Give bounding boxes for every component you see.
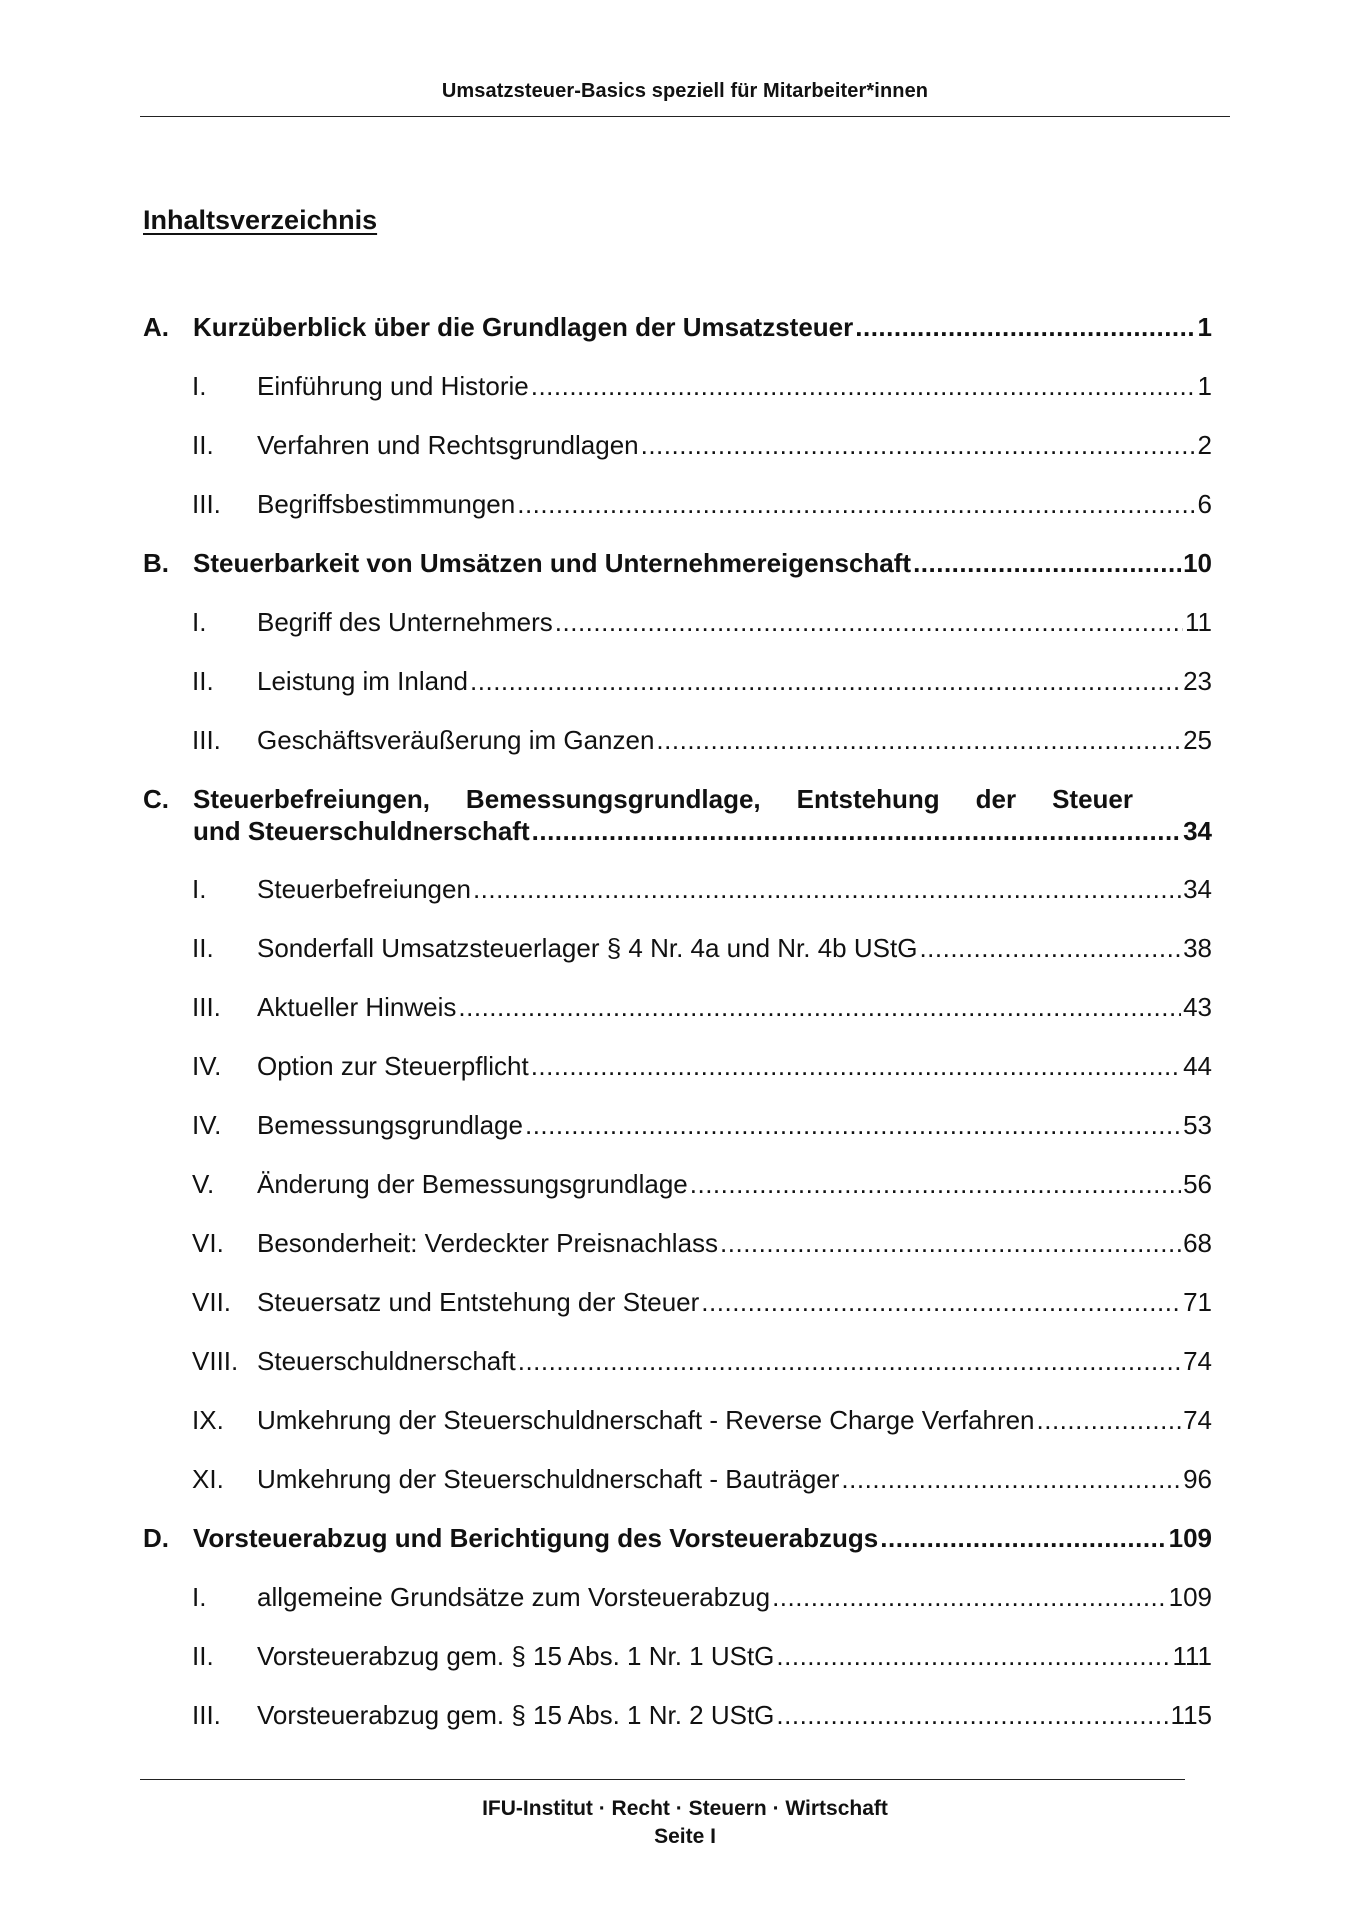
dot-leader	[525, 1109, 1181, 1141]
dot-leader	[656, 724, 1181, 756]
entry-title: Vorsteuerabzug gem. § 15 Abs. 1 Nr. 2 UStG	[257, 1700, 775, 1730]
entry-number: II.	[192, 666, 214, 696]
dot-leader	[776, 1699, 1168, 1731]
toc-section-c[interactable]	[143, 783, 1212, 847]
page-number: 2	[1197, 430, 1212, 460]
toc-heading: Inhaltsverzeichnis	[143, 205, 378, 235]
entry-title: allgemeine Grundsätze zum Vorsteuerabzug	[257, 1582, 771, 1612]
section-number: A.	[143, 312, 169, 342]
entry-title: Besonderheit: Verdeckter Preisnachlass	[257, 1228, 719, 1258]
dot-leader	[772, 1581, 1167, 1613]
page-number: 38	[1183, 933, 1212, 963]
entry-title: Geschäftsveräußerung im Ganzen	[257, 725, 655, 755]
entry-number: IV.	[192, 1110, 222, 1140]
entry-number: II.	[192, 1641, 214, 1671]
page-number: 109	[1168, 1523, 1212, 1553]
page-number: 25	[1183, 725, 1212, 755]
dot-leader	[517, 488, 1195, 520]
header-divider	[140, 116, 1230, 117]
section-title: Vorsteuerabzug und Berichtigung des Vorsteuerabzugs	[193, 1523, 879, 1553]
footer-page-label: Seite I	[654, 1825, 716, 1848]
page-number: 68	[1183, 1228, 1212, 1258]
entry-number: III.	[192, 1700, 221, 1730]
section-title-line-1	[193, 783, 1133, 815]
entry-title: Begriffsbestimmungen	[257, 489, 516, 519]
dot-leader	[919, 932, 1181, 964]
dot-leader	[532, 815, 1181, 847]
page-number: 111	[1172, 1641, 1212, 1671]
section-number: D.	[143, 1523, 169, 1553]
entry-number: III.	[192, 725, 221, 755]
dot-leader	[531, 1050, 1181, 1082]
section-title: und Steuerschuldnerschaft	[193, 816, 530, 846]
title-word: Steuer	[1052, 784, 1133, 814]
dot-leader	[518, 1345, 1181, 1377]
page-number: 6	[1197, 489, 1212, 519]
section-title: Steuerbarkeit von Umsätzen und Unternehmereigenschaft	[193, 548, 912, 578]
entry-title: Aktueller Hinweis	[257, 992, 457, 1022]
page-number: 74	[1183, 1405, 1212, 1435]
dot-leader	[720, 1227, 1181, 1259]
entry-title: Vorsteuerabzug gem. § 15 Abs. 1 Nr. 1 UStG	[257, 1641, 775, 1671]
entry-title: Option zur Steuerpflicht	[257, 1051, 529, 1081]
dot-leader	[701, 1286, 1181, 1318]
section-title-line-2	[193, 815, 1212, 847]
page-number: 53	[1183, 1110, 1212, 1140]
page-number: 1	[1197, 312, 1212, 342]
entry-number: VII.	[192, 1287, 232, 1317]
entry-number: III.	[192, 992, 221, 1022]
page-number: 43	[1183, 992, 1212, 1022]
entry-title: Sonderfall Umsatzsteuerlager § 4 Nr. 4a und Nr. 4b UStG	[257, 933, 918, 963]
entry-title: Leistung im Inland	[257, 666, 469, 696]
dot-leader	[880, 1522, 1166, 1554]
entry-title: Begriff des Unternehmers	[257, 607, 553, 637]
entry-number: IX.	[192, 1405, 224, 1435]
page-number: 74	[1183, 1346, 1212, 1376]
entry-number: I.	[192, 607, 207, 637]
section-number: B.	[143, 548, 169, 578]
entry-title: Einführung und Historie	[257, 371, 529, 401]
dot-leader	[690, 1168, 1181, 1200]
entry-title: Umkehrung der Steuerschuldnerschaft - Bauträger	[257, 1464, 840, 1494]
entry-number: II.	[192, 933, 214, 963]
entry-number: II.	[192, 430, 214, 460]
entry-title: Verfahren und Rechtsgrundlagen	[257, 430, 639, 460]
dot-leader	[458, 991, 1181, 1023]
section-number: C.	[143, 784, 169, 814]
dot-leader	[641, 429, 1196, 461]
entry-number: XI.	[192, 1464, 224, 1494]
entry-title: Steuerbefreiungen	[257, 874, 471, 904]
dot-leader	[855, 311, 1195, 343]
dot-leader	[841, 1463, 1181, 1495]
title-word: der	[975, 784, 1017, 814]
entry-title: Umkehrung der Steuerschuldnerschaft - Reverse Charge Verfahren	[257, 1405, 1035, 1435]
page-number: 44	[1183, 1051, 1212, 1081]
entry-number: VIII.	[192, 1346, 239, 1376]
page-number: 23	[1183, 666, 1212, 696]
entry-number: III.	[192, 489, 221, 519]
page-number: 71	[1183, 1287, 1212, 1317]
section-title: Kurzüberblick über die Grundlagen der Umsatzsteuer	[193, 312, 854, 342]
dot-leader	[531, 370, 1196, 402]
dot-leader	[470, 665, 1181, 697]
entry-number: V.	[192, 1169, 215, 1199]
page-number: 10	[1183, 548, 1212, 578]
dot-leader	[1037, 1404, 1182, 1436]
page-number: 115	[1170, 1700, 1212, 1730]
page-number: 96	[1183, 1464, 1212, 1494]
entry-number: I.	[192, 874, 207, 904]
title-word: Entstehung	[796, 784, 940, 814]
title-word: Steuerbefreiungen,	[193, 784, 430, 814]
entry-title: Steuerschuldnerschaft	[257, 1346, 516, 1376]
title-word: Bemessungsgrundlage,	[465, 784, 761, 814]
page-number: 1	[1197, 371, 1212, 401]
entry-number: I.	[192, 1582, 207, 1612]
dot-leader	[913, 547, 1181, 579]
entry-title: Änderung der Bemessungsgrundlage	[257, 1169, 688, 1199]
dot-leader	[555, 606, 1183, 638]
page-number: 34	[1183, 874, 1212, 904]
entry-number: VI.	[192, 1228, 224, 1258]
running-header: Umsatzsteuer-Basics speziell für Mitarbeiter*innen	[441, 80, 929, 102]
footer-institute: IFU-Institut · Recht · Steuern · Wirtschaft	[482, 1797, 888, 1820]
page-number: 11	[1185, 607, 1212, 637]
footer-divider	[140, 1779, 1185, 1780]
page-number: 34	[1183, 816, 1212, 846]
entry-title: Bemessungsgrundlage	[257, 1110, 523, 1140]
entry-number: IV.	[192, 1051, 222, 1081]
entry-title: Steuersatz und Entstehung der Steuer	[257, 1287, 700, 1317]
page-number: 56	[1183, 1169, 1212, 1199]
entry-number: I.	[192, 371, 207, 401]
dot-leader	[776, 1640, 1170, 1672]
dot-leader	[473, 873, 1181, 905]
page-number: 109	[1168, 1582, 1212, 1612]
